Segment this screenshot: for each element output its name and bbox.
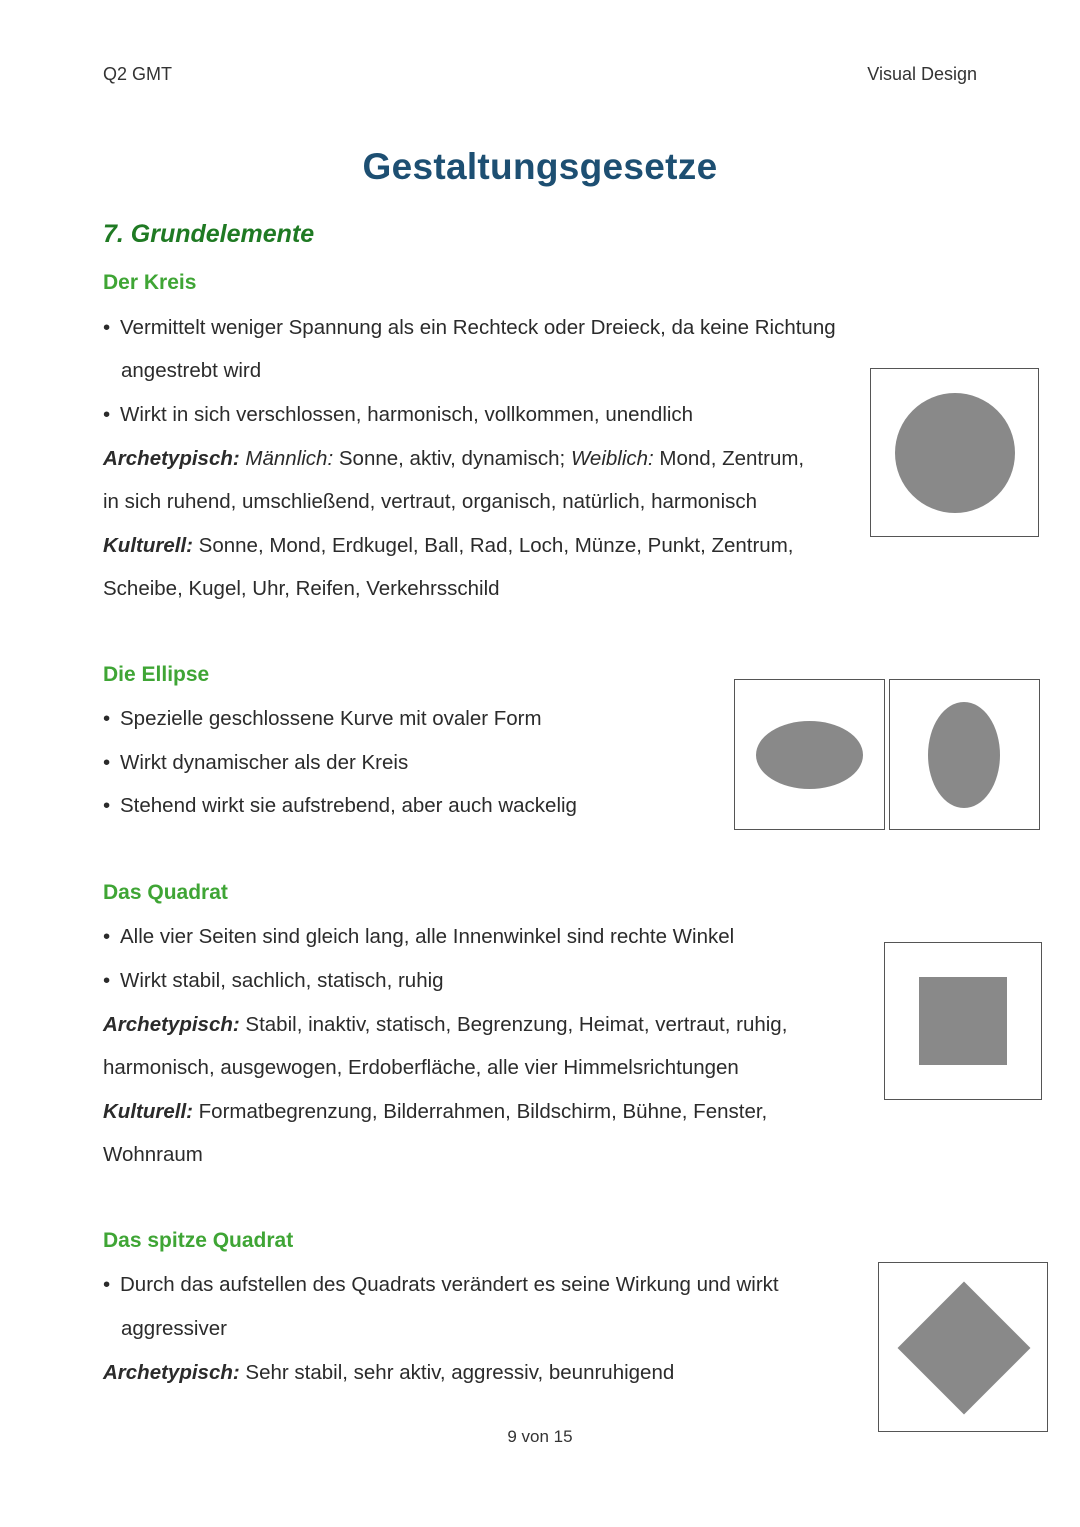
quadrat-bullet-1-text: Alle vier Seiten sind gleich lang, alle Innenwinkel sind rechte Winkel: [120, 925, 735, 948]
header-left: Q2 GMT: [103, 64, 173, 84]
kreis-bullet-1: [103, 316, 836, 340]
spitz-heading: Das spitze Quadrat: [103, 1229, 294, 1252]
kreis-kulturell: [103, 534, 793, 558]
spitz-archetypisch: [103, 1361, 674, 1385]
bullet: •: [103, 316, 111, 339]
bullet: •: [103, 751, 111, 774]
ellipse-bullet-3-text: Stehend wirkt sie aufstrebend, aber auch wackelig: [120, 794, 577, 817]
weiblich-label: Weiblich:: [570, 447, 654, 470]
ellipse-bullet-2-text: Wirkt dynamischer als der Kreis: [120, 751, 409, 774]
kreis-bullet-2: [103, 403, 693, 427]
kreis-kulturell-cont: Scheibe, Kugel, Uhr, Reifen, Verkehrsschild: [103, 577, 500, 600]
quadrat-archetypisch-cont: harmonisch, ausgewogen, Erdoberfläche, alle vier Himmelsrichtungen: [103, 1056, 739, 1079]
arche-label: Archetypisch:: [103, 1361, 240, 1384]
ellipse-bullet-1: [103, 707, 542, 731]
quadrat-kulturell-cont: Wohnraum: [103, 1143, 203, 1166]
quadrat-kulturell: [103, 1100, 767, 1124]
quadrat-bullet-2: [103, 969, 444, 993]
kultur-text: Sonne, Mond, Erdkugel, Ball, Rad, Loch, Münze, Punkt, Zentrum,: [192, 534, 794, 557]
bullet: •: [103, 707, 111, 730]
page-title: Gestaltungsgesetze: [362, 146, 718, 187]
ellipse-vertical-figure: [889, 679, 1040, 830]
maennlich-label: Männlich:: [245, 447, 334, 470]
quadrat-heading: Das Quadrat: [103, 881, 228, 904]
kreis-bullet-1-text: Vermittelt weniger Spannung als ein Rechteck oder Dreieck, da keine Richtung: [120, 316, 836, 339]
arche-label: Archetypisch:: [103, 447, 240, 470]
ellipse-bullet-2: [103, 751, 408, 775]
bullet: •: [103, 925, 111, 948]
header-right: Visual Design: [867, 64, 977, 84]
spitz-arche-text: Sehr stabil, sehr aktiv, aggressiv, beunruhigend: [239, 1361, 675, 1384]
ellipse-horizontal-figure: [734, 679, 885, 830]
arche-label: Archetypisch:: [103, 1013, 240, 1036]
spitz-bullet-1-text: Durch das aufstellen des Quadrats verändert es seine Wirkung und wirkt: [120, 1273, 779, 1296]
quadrat-bullet-1: [103, 925, 734, 949]
kultur-label: Kulturell:: [103, 1100, 193, 1123]
square-shape: [919, 977, 1007, 1065]
bullet: •: [103, 1273, 111, 1296]
kultur-label: Kulturell:: [103, 534, 193, 557]
circle-shape: [895, 393, 1015, 513]
page-number: 9 von 15: [507, 1427, 573, 1446]
circle-figure: [870, 368, 1039, 537]
quadrat-bullet-2-text: Wirkt stabil, sachlich, statisch, ruhig: [120, 969, 444, 992]
quadrat-arche-text: Stabil, inaktiv, statisch, Begrenzung, Heimat, vertraut, ruhig,: [239, 1013, 788, 1036]
spitz-bullet-1-cont: aggressiver: [121, 1317, 227, 1340]
diamond-shape: [898, 1282, 1031, 1415]
kreis-archetypisch: [103, 447, 804, 471]
ellipse-horizontal-shape: [756, 721, 863, 789]
kreis-bullet-2-text: Wirkt in sich verschlossen, harmonisch, vollkommen, unendlich: [120, 403, 694, 426]
ellipse-vertical-shape: [928, 702, 1000, 808]
spitz-bullet-1: [103, 1273, 779, 1297]
square-figure: [884, 942, 1042, 1100]
ellipse-bullet-1-text: Spezielle geschlossene Kurve mit ovaler Form: [120, 707, 542, 730]
bullet: •: [103, 403, 111, 426]
maennlich-text: Sonne, aktiv, dynamisch;: [333, 447, 571, 470]
kreis-heading: Der Kreis: [103, 271, 197, 294]
section-heading: 7. Grundelemente: [103, 220, 315, 248]
quadrat-kultur-text: Formatbegrenzung, Bilderrahmen, Bildschirm, Bühne, Fenster,: [192, 1100, 768, 1123]
quadrat-archetypisch: [103, 1013, 787, 1037]
bullet: •: [103, 969, 111, 992]
diamond-figure: [878, 1262, 1048, 1432]
bullet: •: [103, 794, 111, 817]
kreis-bullet-1-cont: angestrebt wird: [121, 359, 262, 382]
ellipse-heading: Die Ellipse: [103, 663, 210, 686]
weiblich-text: Mond, Zentrum,: [653, 447, 805, 470]
ellipse-bullet-3: [103, 794, 577, 818]
kreis-archetypisch-cont: in sich ruhend, umschließend, vertraut, organisch, natürlich, harmonisch: [103, 490, 758, 513]
